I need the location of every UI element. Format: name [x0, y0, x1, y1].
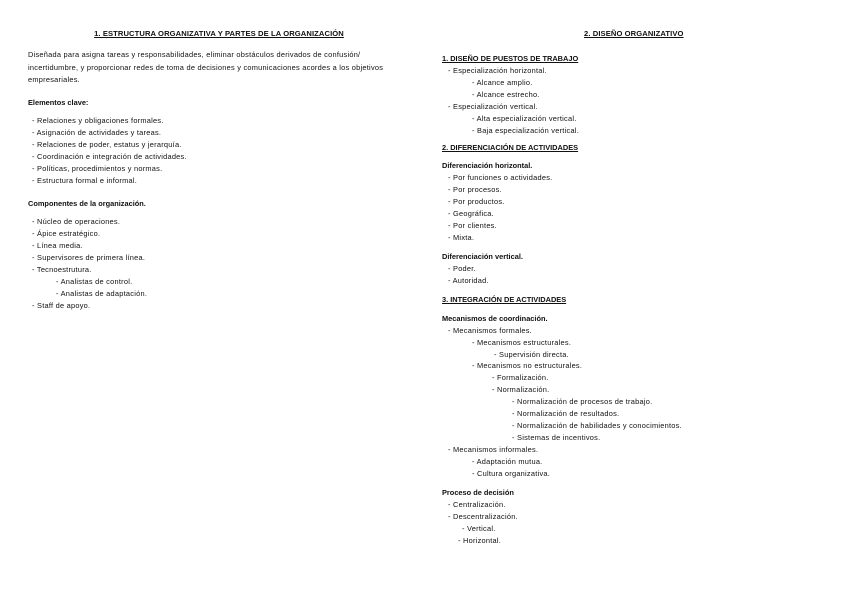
list-item: - Analistas de control. — [56, 276, 133, 286]
list-item: - Especialización vertical. — [448, 101, 538, 111]
list-item: - Relaciones y obligaciones formales. — [32, 115, 164, 125]
decision-list — [442, 499, 822, 547]
list-item: - Staff de apoyo. — [32, 300, 91, 310]
list-item: - Alcance amplio. — [472, 77, 533, 87]
decision-heading: Proceso de decisión — [442, 488, 514, 498]
list-item: - Vertical. — [462, 524, 496, 534]
list-item: - Horizontal. — [458, 536, 502, 546]
list-item: - Tecnoestrutura. — [32, 264, 92, 274]
list-item: - Normalización de resultados. — [512, 409, 620, 419]
elementos-list — [28, 115, 410, 187]
left-title: 1. ESTRUCTURA ORGANIZATIVA Y PARTES DE LA ORGANIZACIÓN — [94, 29, 344, 38]
intro-line: empresariales. — [28, 75, 80, 84]
list-item: - Adaptación mutua. — [472, 456, 543, 466]
list-item: - Por procesos. — [448, 185, 502, 195]
dif-horizontal-heading: Diferenciación horizontal. — [442, 161, 533, 171]
intro-line: Diseñada para asigna tareas y responsabilidades, eliminar obstáculos derivados de confusión/ — [28, 50, 361, 59]
componentes-list — [28, 216, 410, 312]
list-item: - Alcance estrecho. — [472, 89, 540, 99]
list-item: - Por funciones o actividades. — [448, 173, 553, 183]
list-item: - Asignación de actividades y tareas. — [32, 127, 162, 137]
list-item: - Descentralización. — [448, 512, 518, 522]
list-item: - Centralización. — [448, 500, 506, 510]
right-column — [442, 29, 822, 547]
list-item: - Autoridad. — [448, 275, 489, 285]
dif-horizontal-list — [442, 172, 822, 243]
list-item: - Normalización de procesos de trabajo. — [512, 397, 653, 407]
list-item: - Sistemas de incentivos. — [512, 432, 601, 442]
list-item: - Ápice estratégico. — [32, 228, 101, 238]
elementos-heading: Elementos clave: — [28, 97, 89, 107]
right-title: 2. DISEÑO ORGANIZATIVO — [584, 29, 684, 38]
list-item: - Estructura formal e informal. — [32, 175, 138, 185]
intro-paragraph — [28, 49, 410, 87]
list-item: - Baja especialización vertical. — [472, 125, 579, 135]
list-item: - Mecanismos no estructurales. — [472, 361, 583, 371]
list-item: - Mecanismos informales. — [448, 444, 539, 454]
list-item: - Especialización horizontal. — [448, 66, 547, 75]
section-integracion: 3. INTEGRACIÓN DE ACTIVIDADES — [442, 294, 567, 304]
section-diferenciacion: 2. DIFERENCIACIÓN DE ACTIVIDADES — [442, 143, 579, 153]
list-item: - Normalización de habilidades y conocimientos. — [512, 420, 682, 430]
diseno-puestos-list — [442, 65, 822, 136]
list-item: - Políticas, procedimientos y normas. — [32, 163, 163, 173]
list-item: - Supervisión directa. — [494, 349, 569, 359]
list-item: - Mecanismos estructurales. — [472, 337, 572, 347]
mecanismos-list — [442, 325, 822, 480]
list-item: - Relaciones de poder, estatus y jerarquía. — [32, 139, 182, 149]
list-item: - Geográfica. — [448, 209, 494, 219]
list-item: - Por clientes. — [448, 221, 497, 231]
dif-vertical-list — [442, 263, 822, 287]
componentes-heading: Componentes de la organización. — [28, 198, 146, 208]
list-item: - Formalización. — [492, 373, 549, 383]
list-item: - Cultura organizativa. — [472, 468, 551, 478]
list-item: - Analistas de adaptación. — [56, 288, 148, 298]
section-diseno-puestos: 1. DISEÑO DE PUESTOS DE TRABAJO — [442, 54, 579, 63]
list-item: - Normalización. — [492, 385, 550, 395]
mecanismos-heading: Mecanismos de coordinación. — [442, 313, 548, 323]
list-item: - Coordinación e integración de actividades. — [32, 151, 187, 161]
intro-line: incertidumbre, y proporcionar redes de toma de decisiones y comunicaciones acordes a los objetivos — [28, 62, 384, 72]
list-item: - Mixta. — [448, 232, 475, 242]
list-item: - Por productos. — [448, 197, 505, 207]
list-item: - Línea media. — [32, 240, 83, 250]
dif-vertical-heading: Diferenciación vertical. — [442, 251, 523, 261]
list-item: - Alta especialización vertical. — [472, 113, 577, 123]
list-item: - Supervisores de primera línea. — [32, 252, 146, 262]
list-item: - Núcleo de operaciones. — [32, 216, 121, 226]
list-item: - Poder. — [448, 263, 476, 273]
left-column — [28, 29, 410, 312]
list-item: - Mecanismos formales. — [448, 325, 532, 335]
